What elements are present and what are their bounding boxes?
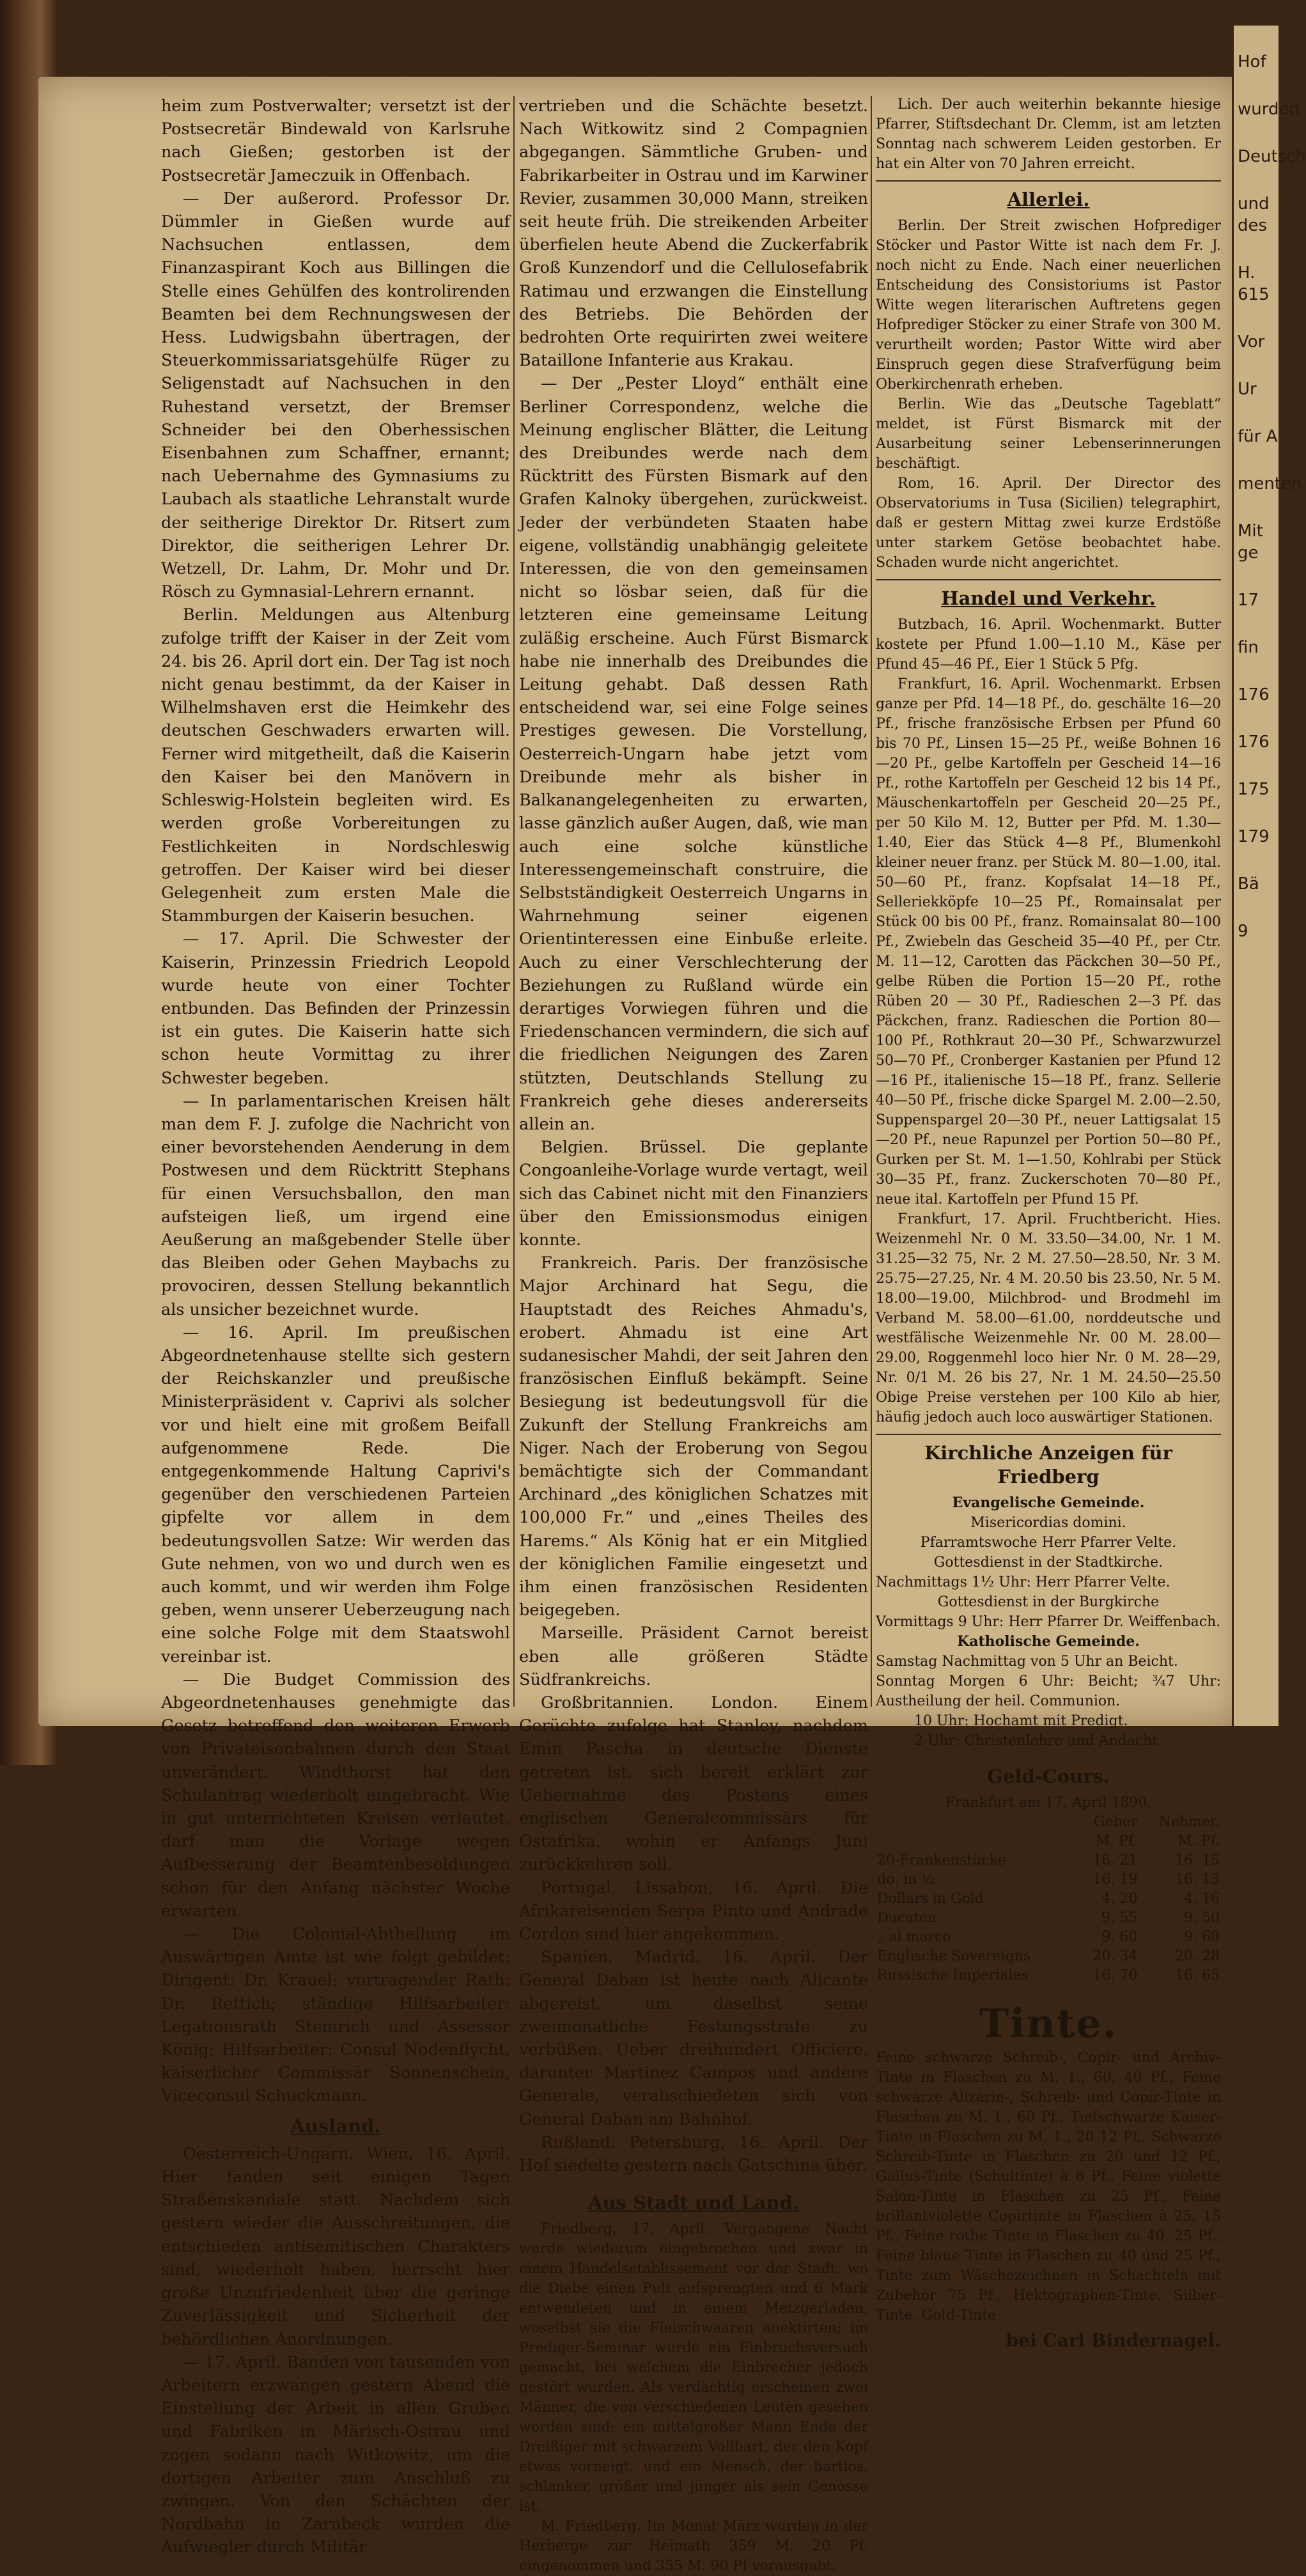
divider-rule [519,2184,868,2185]
church-text: Pfarramtswoche Herr Pfarrer Velte. [920,1534,1177,1551]
currency-name: 20-Frankenstücke [877,1852,1006,1869]
rate-buy: 4. 20 [1101,1891,1138,1907]
section-heading: Geld-Cours. [987,1765,1110,1787]
article-text: — In parlamentarischen Kreisen hält man dem F. J. zufolge die Nachricht von einer bevorstehenden Aenderung in dem Postwesen und dem Rücktritt Stephans für einen Versuchsballon, den man aufsteigen ließ, um irgend eine Aeußerung an maßgebender Stelle über das Bleiben oder Gehen Maybachs zu provociren, dessen Stellung bekanntlich als unsicher bezeichnet wurde. [161,1091,510,1319]
rate-buy: 16. 70 [1092,1967,1138,1984]
adjacent-page-strip [1232,26,1306,1726]
article-text: Belgien. Brüssel. Die geplante Congoanleihe-Vorlage wurde vertagt, weil sich das Cabinet nicht mit den Finanziers über den Emissionsmodus einigen konnte. [519,1138,868,1250]
church-text: Vormittags 9 Uhr: Herr Pfarrer Dr. Weiffenbach. [876,1613,1221,1630]
adjacent-page-fragment: Bä [1238,874,1259,894]
table-header-row [876,1832,1221,1851]
advertisement-title: Tinte. [979,2000,1118,2047]
article-text: vertrieben und die Schächte besetzt. Nach Witkowitz sind 2 Compagnien abgegangen. Sämmtliche Gruben- und Fabrikarbeiter in Ostrau und im Karwiner Revier, zusammen 30,000 Mann, streiken seit heute früh. Die streikenden Arbeiter überfielen heute Abend die Zuckerfabrik Groß Kunzendorf und die Cellulosefabrik Ratimau und erzwangen die Einstellung des Betriebs. Die Behörden der bedrohten Orte requirirten zwei weitere Bataillone Infanterie aus Krakau. [519,97,868,371]
table-header-row [876,1813,1221,1832]
adjacent-page-fragment: 176 [1238,685,1270,704]
rate-sell: 4. 16 [1184,1891,1220,1907]
rate-buy: 16. 21 [1092,1852,1138,1869]
table-row [876,1947,1221,1966]
church-text: Samstag Nachmittag von 5 Uhr an Beicht. [876,1653,1178,1670]
table-row [876,1870,1221,1889]
table-row [876,1851,1221,1870]
article-text: Butzbach, 16. April. Wochenmarkt. Butter kostete per Pfund 1.00—1.10 M., Käse per Pfund 45—46 Pf., Eier 1 Stück 5 Pfg. [876,617,1221,673]
adjacent-page-fragment: Mit ge [1238,522,1263,563]
adjacent-page-fragment: wurden [1238,100,1300,119]
section-heading: Ausland. [290,2114,381,2137]
divider-rule [876,1757,1221,1758]
adjacent-page-fragment: Hof [1238,52,1266,72]
divider-rule [876,579,1221,580]
article-text: Frankreich. Paris. Der französische Major Archinard hat Segu, die Hauptstadt des Reiches Ahmadu's, erobert. Ahmadu ist eine Art sudanesischer Mahdi, der seit Jahren den französischen Einfluß bekämpft. Seine Besiegung ist bedeutungsvoll für die Zukunft der Stellung Frankreichs am Niger. Nach der Eroberung von Segou bemächtigte sich der Commandant Archinard „des königlichen Schatzes mit 100,000 Fr.“ und „eines Theiles des Harems.“ Als König hat er ein Mitglied der königlichen Familie eingesetzt und ihm einen französischen Residenten beigegeben. [519,1253,868,1620]
adjacent-page-fragment: 179 [1238,827,1270,846]
adjacent-page-fragment: Vor [1238,332,1265,352]
article-text: M. Friedberg. Im Monat März wurden in der Herberge zur Heimath 359 M. 20 Pf. eingenommen und 355 M. 90 Pf verausgabt. [519,2518,868,2575]
currency-name: Russische Imperiales [877,1967,1029,1984]
article-text: — Die Colonial-Abtheilung im Auswärtigen Amte ist wie folgt gebildet: Dirigent: Dr. Krauel; vortragender Rath: Dr. Rettich; ständige Hilfsarbeiter: Legationsrath Stemrich und Assessor König; Hilfsarbeiter: Consul Nodenflycht, kaiserlicher Commissär Sonnenschein, Viceconsul Schuckmann. [161,1925,510,2106]
divider-rule [876,1992,1221,1993]
church-text: Sonntag Morgen 6 Uhr: Beicht; ¾7 Uhr: Austheilung der heil. Communion. [876,1673,1221,1709]
church-text: Gottesdienst in der Stadtkirche. [933,1554,1163,1571]
column-unit: M. Pf. [1095,1833,1138,1850]
church-subheading: Katholische Gemeinde. [957,1633,1140,1650]
article-text: Lich. Der auch weiterhin bekannte hiesige Pfarrer, Stiftsdechant Dr. Clemm, ist am letzten Sonntag nach schwerem Leiden gestorben. Er hat ein Alter von 70 Jahren erreicht. [876,97,1221,172]
column-header: Geber [1094,1814,1138,1831]
adjacent-page-fragment: menten [1238,474,1302,493]
divider-rule [876,180,1221,182]
table-row [876,1909,1221,1928]
article-text: Frankfurt, 16. April. Wochenmarkt. Erbsen ganze per Pfd. 14—18 Pf., do. geschälte 16—20 Pf., frische französische Erbsen per Pfund 60 bis 70 Pf., Linsen 15—25 Pf., weiße Bohnen 16—20 Pf., gelbe Kartoffeln per Gescheid 14—16 Pf., rothe Kartoffeln per Gescheid 12 bis 14 Pf., Mäuschenkartoffeln per Gescheid 20—25 Pf., per 50 Kilo M. 12, Butter per Pfd. M. 1.30—1.40, Eier das Stück 4—8 Pf., Blumenkohl kleiner neuer franz. per Stück M. 80—1.00, ital. 50—60 Pf., franz. Kopfsalat 14—18 Pf., Selleriekköpfe 10—25 Pf., Romainsalat per Stück 00 bis 00 Pf., franz. Romainsalat 80—100 Pf., Zwiebeln das Gescheid 35—40 Pf., per Ctr. M. 11—12, Carotten das Päckchen 30—50 Pf., gelbe Rüben die Portion 15—20 Pf., rothe Rüben 20 — 30 Pf., Radieschen 2—3 Pf. das Päckchen, franz. Radieschen die Portion 80—100 Pf., Rothkraut 20—30 Pf., Schwarzwurzel 50—70 Pf., Cronberger Kastanien per Pfund 12—16 Pf., italienische 15—18 Pf., franz. Sellerie 40—50 Pf., frische dicke Spargel M. 2.00—2.50, Suppenspargel 20—30 Pf., neuer Lattigsalat 15—20 Pf., neue Rapunzel per Portion 50—80 Pf., Gurken per St. M. 1—1.50, Kohlrabi per Stück 30—35 Pf., franz. Zuckerschoten 70—80 Pf., neue ital. Kartoffeln per Pfund 15 Pf. [876,676,1221,1208]
section-heading: Handel und Verkehr. [941,587,1156,610]
rate-sell: 16. 15 [1175,1852,1220,1869]
article-text: Berlin. Meldungen aus Altenburg zufolge trifft der Kaiser in der Zeit vom 24. bis 26. April dort ein. Der Tag ist noch nicht genau bestimmt, da der Kaiser in Wilhelmshaven erst die Heimkehr des deutschen Geschwaders erwarten will. Ferner wird mitgetheilt, daß die Kaiserin den Kaiser bei den Manövern in Schleswig-Holstein begleiten wird. Es werden große Vorbereitungen zu Festlichkeiten in Nordschleswig getroffen. Der Kaiser wird bei dieser Gelegenheit zum ersten Male die Stammburgen der Kaiserin besuchen. [161,605,510,926]
section-heading: Kirchliche Anzeigen für Friedberg [924,1442,1172,1487]
rate-sell: 16. 65 [1175,1967,1220,1984]
adjacent-page-fragment: und des [1238,194,1270,235]
rate-buy: 9. 60 [1101,1929,1138,1946]
rate-sell: 9. 50 [1184,1910,1220,1927]
article-text: Berlin. Wie das „Deutsche Tageblatt“ meldet, ist Fürst Bismarck mit der Ausarbeitung seiner Lebenserinnerungen beschäftigt. [876,396,1221,472]
adjacent-page-fragment: 175 [1238,780,1270,799]
church-text: Gottesdienst in der Burgkirche [937,1594,1160,1610]
adjacent-page-fragment: für A [1238,427,1278,446]
adjacent-page-fragment: 176 [1238,733,1270,752]
article-text: Spanien. Madrid, 16. April. Der General Daban ist heute nach Alicante abgereist, um daselbst seine zweimonatliche Festungsstrafe zu verbüßen. Ueber dreihundert Officiere, darunter Martinez Campos und andere Generale, verabschiedeten sich von General Daban am Bahnhof. [519,1948,868,2129]
column-3 [876,95,1221,2352]
rate-buy: 16. 19 [1092,1872,1138,1888]
exchange-table [876,1813,1221,1985]
article-text: Großbritannien. London. Einem Gerüchte zufolge hat Stanley, nachdem Emin Pascha in deutsche Dienste getreten ist, sich bereit erklärt zur Uebernahme des Postens eines englischen Generalcommissärs für Ostafrika, wohin er Anfangs Juni zurückkehren soll. [519,1693,868,1875]
currency-name: Ducaten [877,1910,937,1927]
adjacent-page-fragment: 9 [1238,922,1248,941]
currency-name: Englische Sovereigns [877,1948,1031,1965]
church-text: Misericordias domini. [970,1514,1126,1531]
column-divider [513,96,515,1707]
church-text: 10 Uhr: Hochamt mit Predigt. [914,1712,1128,1729]
currency-name: „ al marco [877,1929,951,1946]
divider-rule [876,1434,1221,1435]
article-text: — 16. April. Im preußischen Abgeordnetenhause stellte sich gestern der Reichskanzler und preußische Ministerpräsident v. Caprivi als solcher vor und hielt eine mit großem Beifall aufgenommene Rede. Die entgegenkommende Haltung Caprivi's gegenüber den verschiedenen Parteien gipfelte vor allem in dem bedeutungsvollen Satze: Wir werden das Gute nehmen, von wo und durch wen es auch kommt, und wir werden ihm Folge geben, wenn unserer Ueberzeugung nach eine solche Folge mit dem Staatswohl vereinbar ist. [161,1323,510,1666]
adjacent-page-fragment: fin [1238,638,1259,657]
column-2 [519,95,868,2576]
column-header: Nehmer. [1158,1814,1220,1831]
adjacent-page-fragment: H. 615 [1238,263,1270,304]
table-row [876,1966,1221,1985]
section-heading: Aus Stadt und Land. [587,2192,800,2214]
column-unit: M. Pf. [1178,1833,1220,1850]
article-text: — Der außerord. Professor Dr. Dümmler in Gießen wurde auf Nachsuchen entlassen, dem Finanzaspirant Koch aus Billingen die Stelle eines Gehülfen des kontrolirenden Beamten bei dem Rechnungswesen der Hess. Ludwigsbahn übertragen, der Steuerkommissariatsgehülfe Rüger zu Seligenstadt auf Nachsuchen in den Ruhestand versetzt, der Bremser Schneider bei den Oberhessischen Eisenbahnen zum Schaffner, ernannt; nach Uebernahme des Gymnasiums zu Laubach als staatliche Lehranstalt wurde der seitherige Direktor Dr. Ritsert zum Direktor, die seitherigen Lehrer Dr. Wetzell, Dr. Lahm, Dr. Mohr und Dr. Rösch zu Gymnasial-Lehrern ernannt. [161,189,510,602]
church-subheading: Evangelische Gemeinde. [952,1494,1145,1511]
column-1 [161,95,510,2559]
advertisement-text: Feine schwarze Schreib-, Copir- und Archiv-Tinte in Flaschen zu M. 1., 60, 40 Pf., Feine schwarze Alizarin-, Schreib- und Copir-Tinte in Flaschen zu M. 1., 60 Pf., Tiefschwarze Kaiser-Tinte in Flaschen zu M. 1., 20 12 Pf., Schwarze Schreib-Tinte in Flaschen zu 20 und 12 Pf., Gallus-Tinte (Schultinte) à 8 Pf., Feine violette Salon-Tinte in Flaschen zu 25 Pf., Feine brillantviolette Copirtinte in Flaschen à 25, 15 Pf., Feine rothe Tinte in Flaschen zu 40, 25 Pf., Feine blaue Tinte in Flaschen zu 40 und 25 Pf., Tinte zum Wäschezeichnen in Schachteln mit Zubehör 75 Pf., Hektographen-Tinte, Silber-Tinte, Gold-Tinte [876,2050,1221,2324]
adjacent-page-fragment: 17 [1238,591,1259,610]
article-text: — Der „Pester Lloyd“ enthält eine Berliner Correspondenz, welche die Meinung englischer Blätter, die Leitung des Dreibundes werde nach dem Rücktritt des Fürsten Bismark auf den Grafen Kalnoky übergehen, zurückweist. Jeder der verbündeten Staaten habe eigene, vollständig unabhängig geleitete Interessen, die von den gemeinsamen nicht so lösbar seien, daß für die letzteren eine gemeinsame Leitung zuläßig erscheine. Auch Fürst Bismarck habe nie innerhalb des Dreibundes die Leitung gehabt. Daß dessen Rath entscheidend war, sei eine Folge seines Prestiges gewesen. Die Vorstellung, Oesterreich-Ungarn habe jetzt vom Dreibunde mehr als bisher in Balkanangelegenheiten zu erwarten, lasse gänzlich außer Augen, daß, wie man auch eine solche künstliche Interessengemeinschaft construire, die Selbstständigkeit Oesterreich Ungarns in Wahrnehmung seiner eigenen Orientinteressen eine Einbuße erleite. Auch zu einer Verschlechterung der Beziehungen zu Rußland würde ein derartiges Vorwiegen führen und die Friedenschancen vermindern, die sich auf die friedlichen Neigungen des Zaren stützten, Deutschlands Stellung zu Frankreich gehe dieses andererseits allein an. [519,374,868,1134]
article-text: Rom, 16. April. Der Director des Observatoriums in Tusa (Sicilien) telegraphirt, daß er gestern Mittag zwei kurze Erdstöße unter starkem Getöse beobachtet habe. Schaden wurde nicht angerichtet. [876,476,1221,571]
exchange-date: Frankfurt am 17. April 1890. [945,1795,1152,1812]
article-text: — Die Budget Commission des Abgeordnetenhauses genehmigte das Gesetz betreffend den weiteren Erwerb von Privateisenbahnen durch den Staat unverändert. Windthorst hat den Schulantrag wiederholt eingebracht. Wie in gut unterrichteten Kreisen verlautet, darf man die Vorlage wegen Aufbesserung der Beamtenbesoldungen schon für den Anfang nächster Woche erwarten. [161,1670,510,1921]
table-row [876,1889,1221,1909]
table-row [876,1928,1221,1947]
church-text: 2 Uhr: Christenlehre und Andacht. [914,1732,1163,1749]
adjacent-page-fragment: Ur [1238,380,1257,399]
section-heading: Allerlei. [1007,189,1090,210]
rate-sell: 20. 28 [1175,1948,1220,1965]
article-text: — 17. April. Banden von tausenden von Arbeitern erzwangen gestern Abend die Einstellung der Arbeit in allen Gruben und Fabriken in Märisch-Ostrau und zogen sodann nach Witkowitz, um die dortigen Arbeiter zum Anschluß zu zwingen. Von den Schächten der Nordbahn in Zarnbeck wurden die Aufwiegler durch Militär [161,2352,510,2557]
rate-sell: 9. 60 [1184,1929,1220,1946]
currency-name: Dollars in Gold [877,1891,984,1907]
adjacent-page-fragment: Deutsch [1238,147,1306,166]
rate-buy: 20. 34 [1092,1948,1138,1965]
church-text: Nachmittags 1½ Uhr: Herr Pfarrer Velte. [876,1574,1170,1590]
currency-name: do. in ½ [877,1872,935,1888]
article-text: Berlin. Der Streit zwischen Hofprediger Stöcker und Pastor Witte ist nach dem Fr. J. noch nicht zu Ende. Nach einer neuerlichen Entscheidung des Consistoriums ist Pastor Witte wegen literarischen Auftretens gegen Hofprediger Stöcker zu einer Strafe von 300 M. verurtheilt worden; Pastor Witte wird aber Einspruch gegen diese Strafverfügung beim Oberkirchenrath erheben. [876,218,1221,393]
article-text: Rußland. Petersburg, 16. April. Der Hof siedelte gestern nach Gatschina über. [519,2132,868,2176]
article-text: Friedberg, 17. April. Vergangene Nacht wurde wiederum eingebrochen und zwar in einem Handelsetablissement vor der Stadt, wo die Diebe einen Pult aufsprengten und 6 Mark entwendeten und in einem Metzgerladen, woselbst sie die Fleischwaaren anektirten; im Prediger-Seminar wurde ein Einbruchsversuch gemacht, bei welchem die Einbrecher jedoch gestört wurden. Als verdächtig erscheinen zwei Männer, die von verschiedenen Leuten gesehen worden sind: ein mittelgroßer Mann Ende der Dreißiger mit schwarzem Vollbart, der den Kopf etwas vorneigt, und ein Mensch, der bartlos, schlanker, größer und jünger als sein Genosse ist. [519,2221,868,2515]
rate-sell: 16. 13 [1175,1872,1220,1888]
article-text: Marseille. Präsident Carnot bereist eben alle größeren Städte Südfrankreichs. [519,1624,868,1689]
advertiser-name: bei Carl Bindernagel. [1006,2330,1221,2352]
article-text: Oesterreich-Ungarn. Wien, 16. April. Hier fanden seit einigen Tagen Straßenskandale statt. Nachdem sich gestern wieder die Ausschreitungen, die entschieden antisemitischen Charakters sind, wiederholt haben, herrscht hier große Unzufriedenheit über die geringe Zuverlässigkeit und Sicherheit der behördlichen Anordnungen. [161,2144,510,2349]
article-text: Portugal. Lissabon, 16. April. Die Afrikareisenden Serpa Pinto und Andrade Cordon sind hier angekommen. [519,1878,868,1944]
column-divider [871,96,872,1707]
article-text: heim zum Postverwalter; versetzt ist der Postsecretär Bindewald von Karlsruhe nach Gießen; gestorben ist der Postsecretär Jameczuik in Offenbach. [161,97,510,185]
article-text: Frankfurt, 17. April. Fruchtbericht. Hies. Weizenmehl Nr. 0 M. 33.50—34.00, Nr. 1 M. 31.25—32 75, Nr. 2 M. 27.50—28.50, Nr. 3 M. 25.75—27.25, Nr. 4 M. 20.50 bis 23.50, Nr. 5 M. 18.00—19.00, Milchbrod- und Brodmehl im Verband M. 58.00—61.00, norddeutsche und westfälische Weizenmehle Nr. 00 M. 28.00—29.00, Roggenmehl loco hier Nr. 0 M. 28—29, Nr. 0/1 M. 26 bis 27, Nr. 1 M. 24.50—25.50 Obige Preise verstehen per 100 Kilo ab hier, häufig jedoch auch loco auswärtiger Stationen. [876,1211,1221,1426]
article-text: — 17. April. Die Schwester der Kaiserin, Prinzessin Friedrich Leopold wurde heute von einer Tochter entbunden. Das Befinden der Prinzessin ist ein gutes. Die Kaiserin hatte sich schon heute Vormittag zu ihrer Schwester begeben. [161,929,510,1088]
rate-buy: 9. 55 [1101,1910,1138,1927]
